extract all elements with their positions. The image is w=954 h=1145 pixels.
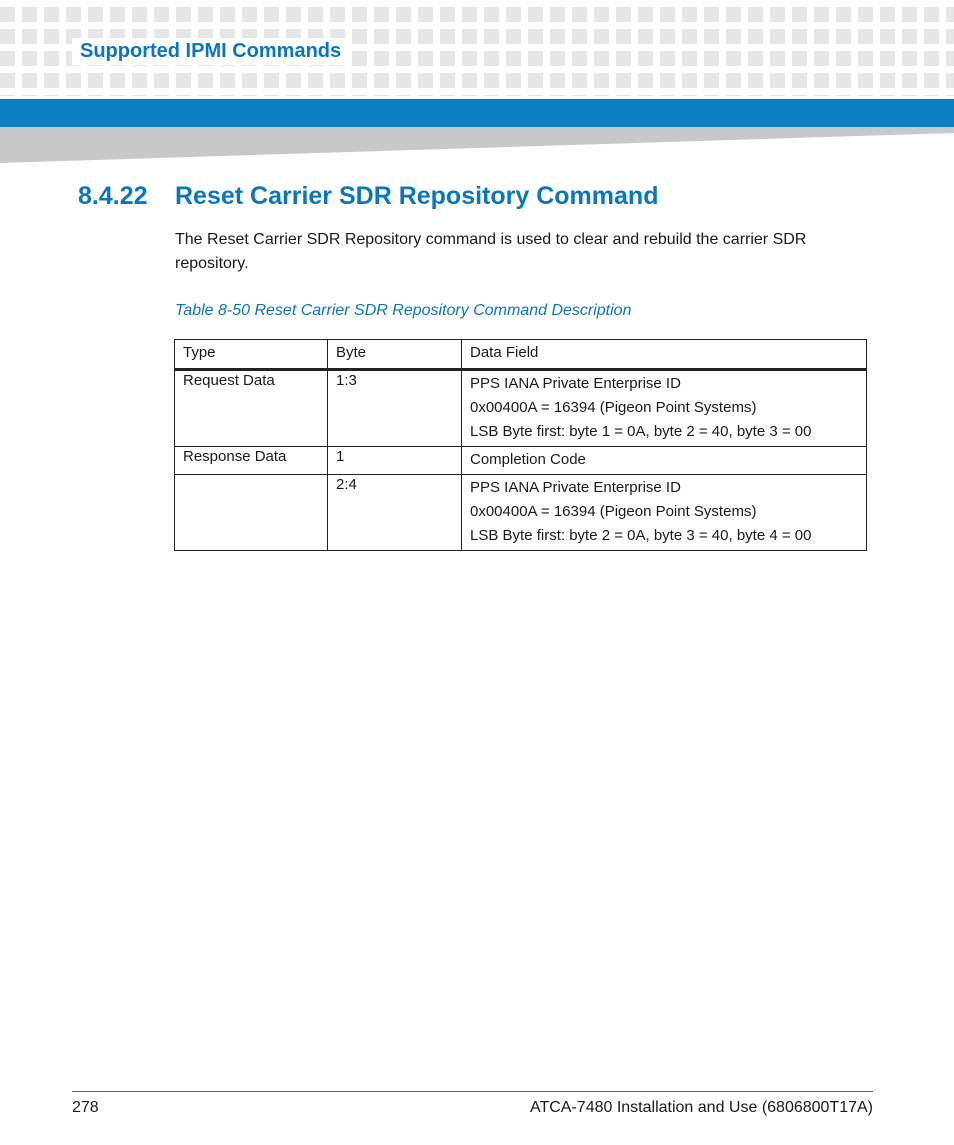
data-field-line: LSB Byte first: byte 1 = 0A, byte 2 = 40, byte 3 = 00: [470, 423, 812, 440]
column-header-type: Type: [175, 340, 328, 370]
cell-byte: 2:4: [328, 475, 462, 551]
section-heading: [78, 182, 658, 211]
table-row: [175, 370, 867, 447]
cell-byte: 1: [328, 447, 462, 475]
cell-type: Request Data: [175, 370, 328, 447]
data-field-line: Completion Code: [470, 451, 586, 468]
intro-paragraph: The Reset Carrier SDR Repository command is used to clear and rebuild the carrier SDR repository.: [175, 231, 807, 272]
table-row: [175, 447, 867, 475]
command-table: [174, 339, 867, 551]
cell-byte: 1:3: [328, 370, 462, 447]
footer-document-title: ATCA-7480 Installation and Use (6806800T17A): [529, 1099, 873, 1116]
data-field-line: 0x00400A = 16394 (Pigeon Point Systems): [470, 503, 757, 520]
data-field-line: 0x00400A = 16394 (Pigeon Point Systems): [470, 399, 757, 416]
data-field-line: PPS IANA Private Enterprise ID: [470, 375, 681, 392]
column-header-data-field: Data Field: [462, 340, 867, 370]
column-header-byte: Byte: [328, 340, 462, 370]
running-header-title: Supported IPMI Commands: [72, 38, 349, 65]
table-caption: Table 8-50 Reset Carrier SDR Repository Command Description: [175, 302, 632, 319]
page-number: 278: [72, 1099, 99, 1116]
data-field-line: LSB Byte first: byte 2 = 0A, byte 3 = 40, byte 4 = 00: [470, 527, 812, 544]
cell-data-field: [462, 370, 867, 447]
header-gray-wedge: [0, 127, 954, 163]
table-header-row: [175, 340, 867, 370]
cell-type: [175, 475, 328, 551]
section-title: Reset Carrier SDR Repository Command: [175, 182, 659, 210]
cell-type: Response Data: [175, 447, 328, 475]
section-number: 8.4.22: [78, 182, 148, 210]
cell-data-field: [462, 475, 867, 551]
cell-data-field: [462, 447, 867, 475]
data-field-line: PPS IANA Private Enterprise ID: [470, 479, 681, 496]
header-blue-band: [0, 99, 954, 127]
footer-rule: [72, 1091, 873, 1092]
table-row: [175, 475, 867, 551]
